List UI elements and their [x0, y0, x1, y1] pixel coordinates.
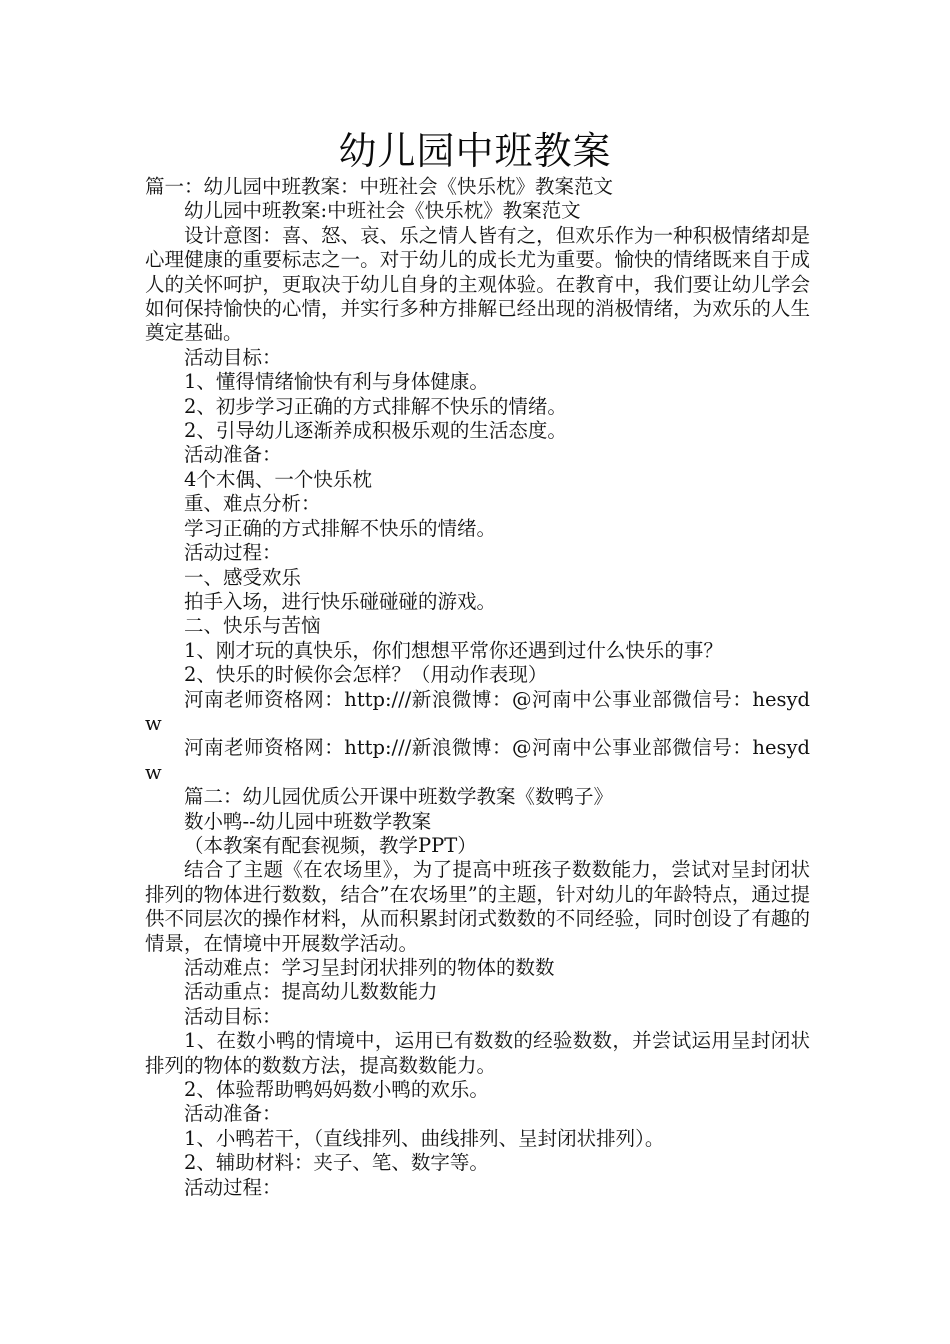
body-paragraph: 拍手入场，进行快乐碰碰碰的游戏。: [184, 589, 497, 613]
body-paragraph: 重、难点分析：: [184, 492, 321, 516]
body-paragraph: 1、小鸭若干，（直线排列、曲线排列、呈封闭状排列）。: [184, 1126, 665, 1150]
body-paragraph: 1、刚才玩的真快乐，你们想想平常你还遇到过什么快乐的事？: [184, 638, 723, 662]
body-paragraph: 河南老师资格网：http:///新浪微博：@河南中公事业部微信号：hesydw: [145, 736, 810, 784]
body-paragraph: 数小鸭--幼儿园中班数学教案: [184, 809, 432, 833]
body-paragraph: 1、在数小鸭的情境中，运用已有数数的经验数数，并尝试运用呈封闭状排列的物体的数数方法，提高数数能力。: [145, 1029, 810, 1077]
body-paragraph: 4个木偶、一个快乐枕: [184, 467, 372, 491]
body-paragraph: 一、感受欢乐: [184, 565, 302, 589]
body-paragraph: 河南老师资格网：http:///新浪微博：@河南中公事业部微信号：hesydw: [145, 687, 810, 735]
body-paragraph: 2、体验帮助鸭妈妈数小鸭的欢乐。: [184, 1078, 489, 1102]
body-paragraph: 2、初步学习正确的方式排解不快乐的情绪。: [184, 394, 567, 418]
body-paragraph: 2、引导幼儿逐渐养成积极乐观的生活态度。: [184, 419, 567, 443]
body-paragraph: 2、快乐的时候你会怎样？（用动作表现）: [184, 663, 548, 687]
body-paragraph: 二、快乐与苦恼: [184, 614, 321, 638]
body-paragraph: 活动重点：提高幼儿数数能力: [184, 980, 438, 1004]
document-body: [145, 175, 810, 1200]
body-paragraph: 活动过程：: [184, 1175, 282, 1199]
body-paragraph: 活动准备：: [184, 1102, 282, 1126]
body-paragraph: 活动准备：: [184, 443, 282, 467]
document-title: 幼儿园中班教案: [338, 129, 612, 173]
body-paragraph: 活动目标：: [184, 1004, 282, 1028]
body-paragraph: 2、辅助材料：夹子、笔、数字等。: [184, 1151, 489, 1175]
body-paragraph: 篇二：幼儿园优质公开课中班数学教案《数鸭子》: [184, 785, 614, 809]
body-paragraph: 活动难点：学习呈封闭状排列的物体的数数: [184, 956, 555, 979]
body-paragraph: 1、懂得情绪愉快有利与身体健康。: [184, 370, 489, 394]
body-paragraph: 幼儿园中班教案:中班社会《快乐枕》教案范文: [184, 199, 581, 223]
body-paragraph: 活动过程：: [184, 541, 282, 565]
body-paragraph: 篇一：幼儿园中班教案：中班社会《快乐枕》教案范文: [145, 175, 614, 198]
body-paragraph: 学习正确的方式排解不快乐的情绪。: [184, 516, 497, 540]
body-paragraph: 活动目标：: [184, 345, 282, 369]
body-paragraph: 结合了主题《在农场里》，为了提高中班孩子数数能力，尝试对呈封闭状排列的物体进行数数，结合”在农场里”的主题，针对幼儿的年龄特点，通过提供不同层次的操作材料，从而积累封闭式数数的不同经验，同时创设了有趣的情景，在情境中开展数学活动。: [145, 858, 810, 955]
body-paragraph: 设计意图：喜、怒、哀、乐之情人皆有之，但欢乐作为一种积极情绪却是心理健康的重要标志之一。对于幼儿的成长尤为重要。愉快的情绪既来自于成人的关怀呵护，更取决于幼儿自身的主观体验。在教育中，我们要让幼儿学会如何保持愉快的心情，并实行多种方排解已经出现的消极情绪，为欢乐的人生奠定基础。: [145, 223, 810, 345]
body-paragraph: （本教案有配套视频，教学PPT）: [184, 833, 477, 857]
